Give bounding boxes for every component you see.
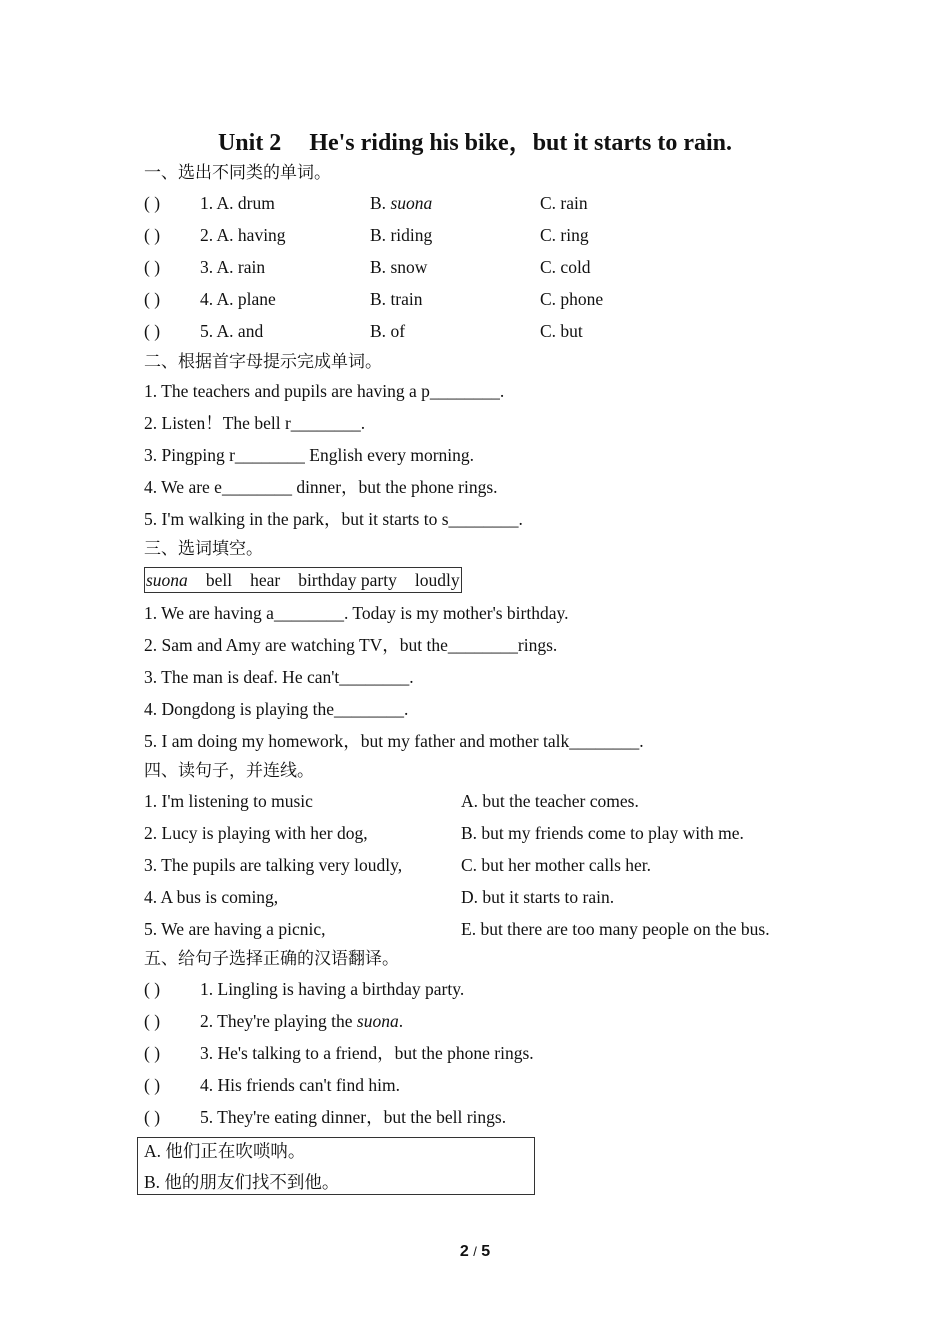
word-bank-item: suona [146, 570, 188, 590]
s4-row-1 [144, 790, 639, 812]
s3-question-1: 1. We are having a________. Today is my mother's birthday. [144, 603, 569, 623]
answer-paren[interactable]: ( ) [144, 289, 161, 309]
match-left[interactable]: 1. I'm listening to music [144, 791, 313, 811]
answer-paren[interactable]: ( ) [144, 1043, 161, 1063]
match-left[interactable]: 5. We are having a picnic, [144, 919, 326, 939]
option-a: 4. A. plane [200, 289, 276, 309]
match-right[interactable]: D. but it starts to rain. [461, 887, 615, 907]
translation-option-a: A. 他们正在吹唢呐。 [144, 1141, 306, 1161]
s5-question-5: ( ) 5. They're eating dinner，but the bell rings. [144, 1107, 507, 1127]
option-b: B. snow [370, 257, 428, 277]
option-a: 3. A. rain [200, 257, 266, 277]
word-bank [144, 567, 462, 593]
s4-row-3 [144, 854, 652, 876]
option-b: B. train [370, 289, 423, 309]
s4-row-2 [144, 822, 744, 844]
option-c: C. ring [540, 225, 589, 245]
match-right[interactable]: B. but my friends come to play with me. [461, 823, 744, 843]
word-bank-item: hear [250, 570, 281, 590]
s1-question-2 [144, 224, 589, 246]
s1-question-5 [144, 320, 583, 342]
word-bank-item: birthday party [298, 570, 397, 590]
match-right[interactable]: A. but the teacher comes. [461, 791, 639, 811]
s2-question-2: 2. Listen！The bell r________. [144, 413, 366, 433]
page-number: 2 / 5 [459, 1243, 491, 1260]
translation-options-box [137, 1137, 535, 1195]
match-left[interactable]: 4. A bus is coming, [144, 887, 279, 907]
answer-paren[interactable]: ( ) [144, 1075, 161, 1095]
s4-row-5 [144, 918, 770, 940]
option-b: B. riding [370, 225, 433, 245]
answer-paren[interactable]: ( ) [144, 321, 161, 341]
s3-question-3: 3. The man is deaf. He can't________. [144, 667, 414, 687]
answer-paren[interactable]: ( ) [144, 979, 161, 999]
s5-question-3: ( ) 3. He's talking to a friend，but the phone rings. [144, 1043, 534, 1063]
option-b: B. of [370, 321, 406, 341]
match-left[interactable]: 3. The pupils are talking very loudly, [144, 855, 403, 875]
s5-question-1: ( ) 1. Lingling is having a birthday party. [144, 979, 465, 999]
s4-row-4 [144, 886, 615, 908]
option-a: 1. A. drum [200, 193, 275, 213]
section-2-heading: 二、根据首字母提示完成单词。 [144, 352, 382, 371]
answer-paren[interactable]: ( ) [144, 1011, 161, 1031]
section-5-heading: 五、给句子选择正确的汉语翻译。 [144, 949, 399, 968]
match-right[interactable]: C. but her mother calls her. [461, 855, 652, 875]
match-left[interactable]: 2. Lucy is playing with her dog, [144, 823, 368, 843]
translation-option-b: B. 他的朋友们找不到他。 [144, 1172, 340, 1192]
option-c: C. rain [540, 193, 588, 213]
section-4-heading: 四、读句子，并连线。 [144, 761, 314, 780]
answer-paren[interactable]: ( ) [144, 193, 161, 213]
option-c: C. cold [540, 257, 591, 277]
unit-label: Unit 2 [217, 130, 282, 156]
title-text: He's riding his bike，but it starts to rain. [309, 130, 733, 156]
section-3-heading: 三、选词填空。 [144, 539, 263, 558]
word-bank-item: loudly [414, 570, 460, 590]
s5-question-4: ( ) 4. His friends can't find him. [144, 1075, 400, 1095]
s2-question-4: 4. We are e________ dinner，but the phone rings. [144, 477, 498, 497]
s2-question-5: 5. I'm walking in the park，but it starts to s________. [144, 509, 523, 529]
page-title [0, 122, 950, 157]
option-c: C. but [540, 321, 583, 341]
s3-question-5: 5. I am doing my homework，but my father and mother talk________. [144, 731, 644, 751]
s3-question-4: 4. Dongdong is playing the________. [144, 699, 409, 719]
s3-question-2: 2. Sam and Amy are watching TV，but the________rings. [144, 635, 558, 655]
word-bank-item: bell [205, 570, 233, 590]
match-right[interactable]: E. but there are too many people on the bus. [461, 919, 770, 939]
option-b: B. suona [370, 193, 433, 213]
s5-question-2: ( ) 2. They're playing the suona. [144, 1011, 404, 1031]
answer-paren[interactable]: ( ) [144, 257, 161, 277]
s1-question-1 [144, 192, 588, 214]
option-c: C. phone [540, 289, 604, 309]
s2-question-1: 1. The teachers and pupils are having a p________. [144, 381, 505, 401]
s2-question-3: 3. Pingping r________ English every morning. [144, 445, 475, 465]
option-a: 2. A. having [200, 225, 286, 245]
s1-question-4 [144, 288, 604, 310]
answer-paren[interactable]: ( ) [144, 225, 161, 245]
s1-question-3 [144, 256, 591, 278]
section-1-heading: 一、选出不同类的单词。 [144, 163, 331, 182]
option-a: 5. A. and [200, 321, 264, 341]
answer-paren[interactable]: ( ) [144, 1107, 161, 1127]
